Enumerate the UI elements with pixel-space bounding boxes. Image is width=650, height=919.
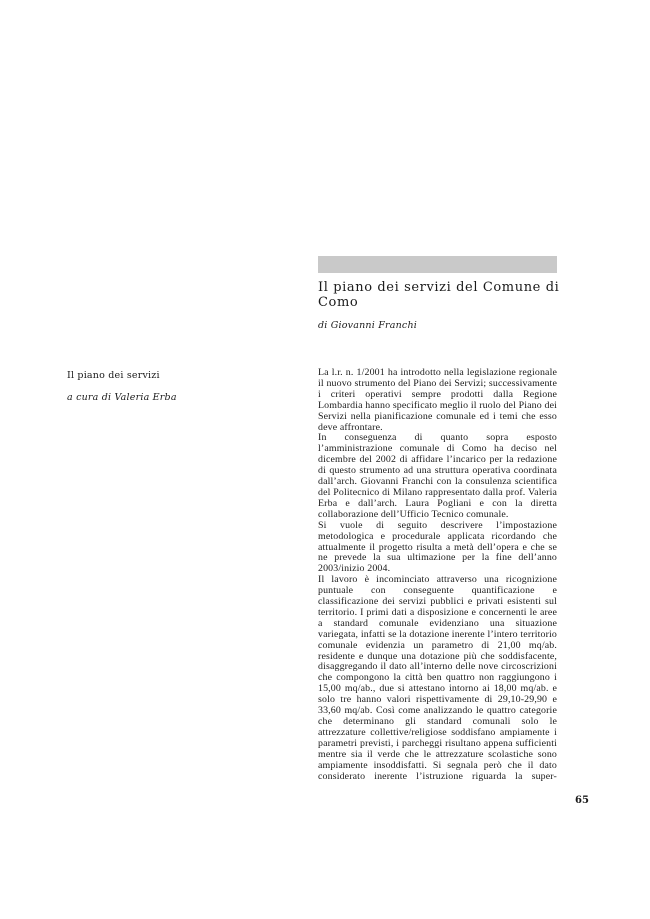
body-paragraph: Si vuole di seguito descrivere l’impostazione metodologica e procedurale applicata ricordando che attualmente il progetto risulta a metà dell’opera e che se ne prevede la sua ultimazione per la fine dell’anno 2003/inizio 2004. — [318, 519, 557, 575]
section-name: Il piano dei servizi — [67, 370, 160, 381]
section-editor: a cura di Valeria Erba — [67, 392, 177, 403]
article-byline: di Giovanni Franchi — [318, 320, 418, 331]
page-number: 65 — [575, 795, 589, 806]
title-bar — [318, 256, 557, 273]
article-title: Il piano dei servizi del Comune di Como — [318, 280, 560, 310]
body-paragraph: In conseguenza di quanto sopra esposto l’amministrazione comunale di Como ha deciso nel dicembre del 2002 di affidare l’incarico per la redazione di questo strumento ad una struttura operativa coordinata dall’arch. Giovanni Franchi con la consulenza scientifica del Politecnico di Milano rappresentato dalla prof. Valeria Erba e dall’arch. Laura Pogliani e con la diretta collaborazione dell’Ufficio Tecnico comunale. — [318, 432, 557, 520]
article-body — [318, 368, 557, 782]
body-paragraph: La l.r. n. 1/2001 ha introdotto nella legislazione regionale il nuovo strumento del Piano dei Servizi; successivamente i criteri operativi sempre prodotti dalla Regione Lombardia hanno specificato meglio il ruolo del Piano dei Servizi nella pianificazione comunale ed i temi che esso deve affrontare. — [318, 367, 557, 433]
body-paragraph: Il lavoro è incominciato attraverso una ricognizione puntuale con conseguente quantificazione e classificazione dei servizi pubblici e privati esistenti sul territorio. I primi dati a disposizione e concernenti le aree a standard comunale evidenziano una situazione variegata, infatti se la dotazione inerente l’intero territorio comunale evidenzia un parametro di 21,00 mq/ab. residente e dunque una dotazione più che soddisfacente, disaggregando il dato all’interno delle nove circoscrizioni che compongono la città ben quattro non raggiungono i 15,00 mq/ab., due si attestano intorno ai 18,00 mq/ab. e solo tre hanno valori rispettivamente di 29,10-29,90 e 33,60 mq/ab. Così come analizzando le quattro categorie che determinano gli standard comunali solo le attrezzature collettive/religiose soddisfano ampiamente i parametri previsti, i parcheggi risultano appena sufficienti mentre sia il verde che le attrezzature scolastiche sono ampiamente insoddisfatti. Si segnala però che il dato considerato inerente l’istruzione riguarda la super- — [318, 574, 557, 782]
